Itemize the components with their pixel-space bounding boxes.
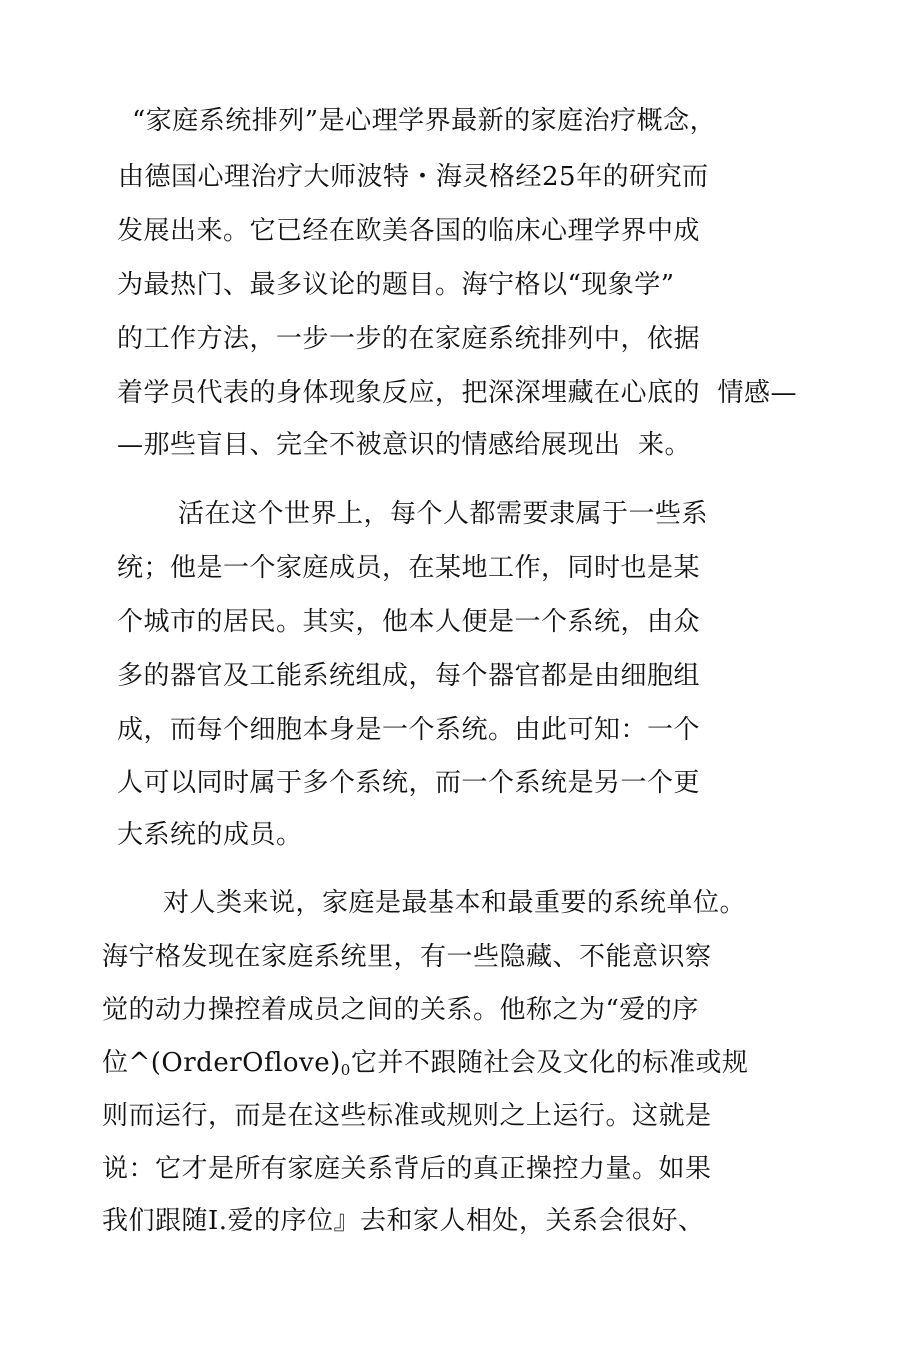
paragraph-3-line-7: 我们跟随I.爱的序位』去和家人相处，关系会很好、 — [102, 1206, 705, 1236]
paragraph-2-line-7: 大系统的成员。 — [117, 820, 303, 850]
paragraph-2-line-1: 活在这个世界上，每个人都需要隶属于一些系 — [178, 499, 709, 529]
paragraph-3-line-4 — [102, 1046, 748, 1087]
paragraph-1-line-6: 着学员代表的身体现象反应，把深深埋藏在心底的 情感— — [117, 378, 798, 408]
paragraph-1-line-3: 发展出来。它已经在欧美各国的临床心理学界中成 — [117, 216, 701, 246]
paragraph-2-line-3: 个城市的居民。其实，他本人便是一个系统，由众 — [117, 607, 701, 637]
paragraph-1-line-1: “家庭系统排列”是心理学界最新的家庭治疗概念， — [132, 106, 717, 136]
paragraph-3-line-6: 说：它才是所有家庭关系背后的真正操控力量。如果 — [102, 1154, 712, 1184]
paragraph-1-line-7: —那些盲目、完全不被意识的情感给展现出 来。 — [117, 430, 692, 460]
paragraph-1-line-4: 为最热门、最多议论的题目。海宁格以“现象学” — [117, 270, 675, 300]
subscript-zero: 0 — [340, 1061, 351, 1079]
paragraph-1-line-2: 由德国心理治疗大师波特・海灵格经25年的研究而 — [118, 162, 709, 192]
paragraph-3-line-3: 觉的动力操控着成员之间的关系。他称之为“爱的序 — [102, 995, 699, 1025]
paragraph-2-line-5: 成，而每个细胞本身是一个系统。由此可知：一个 — [117, 715, 701, 745]
paragraph-3-line-2: 海宁格发现在家庭系统里，有一些隐藏、不能意识察 — [102, 942, 712, 972]
paragraph-3-line-5: 则而运行，而是在这些标准或规则之上运行。这就是 — [102, 1101, 712, 1131]
paragraph-2-line-6: 人可以同时属于多个系统，而一个系统是另一个更 — [117, 768, 701, 798]
paragraph-3-line-1: 对人类来说，家庭是最基本和最重要的系统单位。 — [163, 888, 747, 918]
order-of-love-text: 位^(OrderOflove) — [102, 1048, 341, 1078]
paragraph-1-line-5: 的工作方法，一步一步的在家庭系统排列中，依据 — [117, 324, 701, 354]
order-of-love-continuation: 它并不跟随社会及文化的标准或规 — [350, 1048, 749, 1078]
paragraph-2-line-2: 统；他是一个家庭成员，在某地工作，同时也是某 — [117, 553, 701, 583]
paragraph-2-line-4: 多的器官及工能系统组成，每个器官都是由细胞组 — [117, 661, 701, 691]
